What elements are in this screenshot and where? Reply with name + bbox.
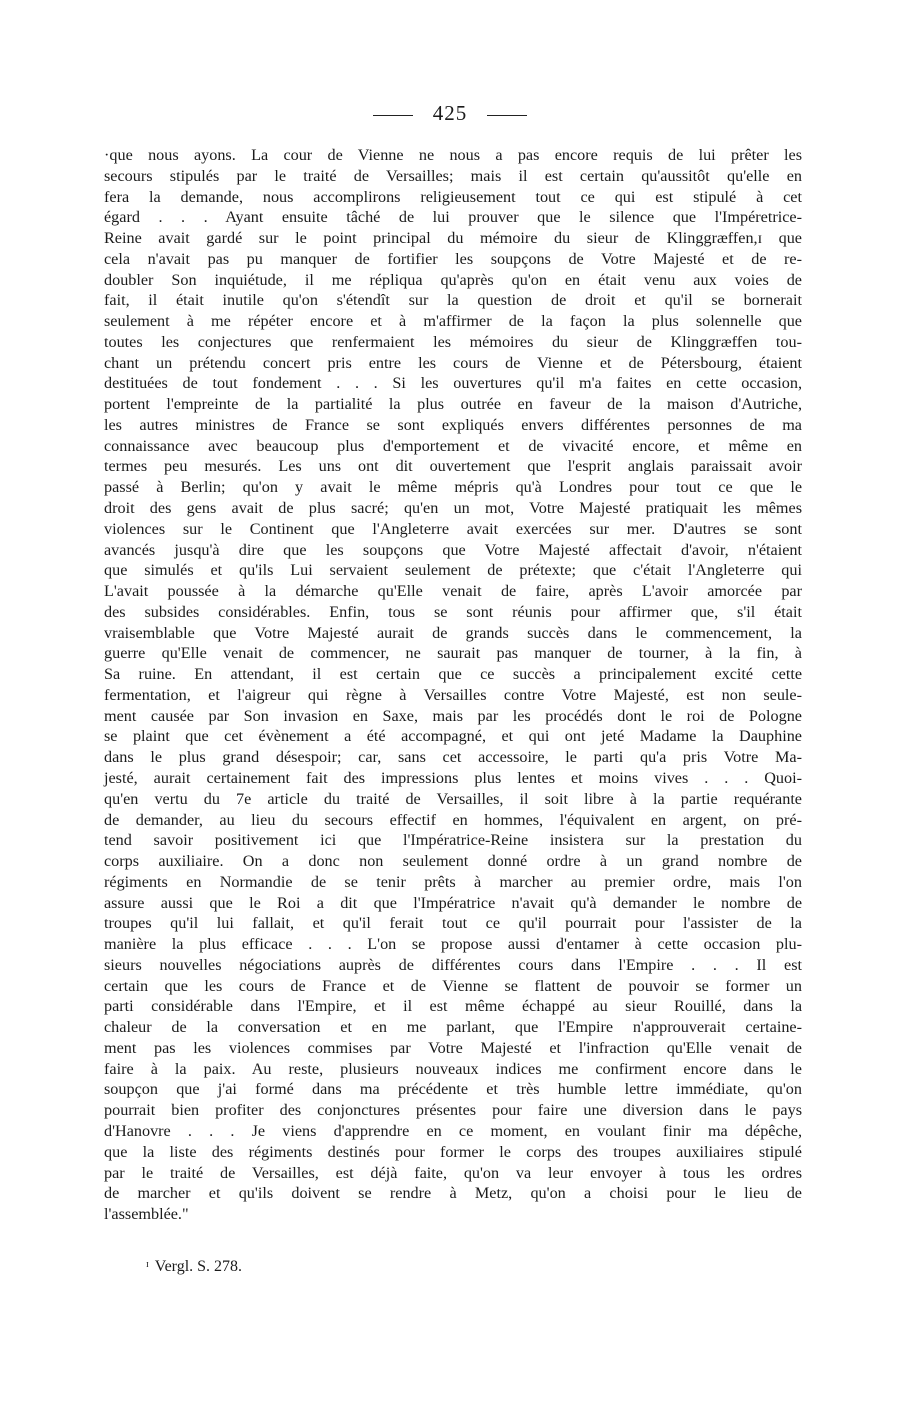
footnote-text: Vergl. S. 278. (154, 1258, 243, 1275)
text-line: ·que nous ayons. La cour de Vienne ne nous a pas encore requis de lui prêter les (104, 146, 802, 164)
text-line: droit des gens avait de plus sacré; qu'en un mot, Votre Majesté pratiquait les mêmes (104, 499, 802, 518)
text-line: doubler Son inquiétude, il me répliqua qu'après qu'on en était venu aux voies de (104, 270, 802, 289)
text-line: L'avait poussée à la démarche qu'Elle venait de faire, après L'avoir amorcée par (104, 582, 802, 601)
header-rule-left (373, 115, 413, 116)
footnote (146, 1254, 242, 1278)
text-line: guerre qu'Elle venait de commencer, ne saurait pas manquer de tourner, à la fin, à (104, 644, 802, 663)
text-line: que simulés et qu'ils Lui servaient seulement de prétexte; que c'était l'Angleterre qui (104, 561, 802, 580)
text-line: manière la plus efficace . . . L'on se propose aussi d'entamer à cette occasion plu- (104, 935, 802, 954)
text-line: vraisemblable que Votre Majesté aurait de grands succès dans le commencement, la (104, 623, 802, 642)
text-line: chant un prétendu concert pris entre les cours de Vienne et de Pétersbourg, étaient (104, 353, 802, 372)
text-line: connaissance avec beaucoup plus d'emportement et de vivacité encore, et même en (104, 436, 802, 455)
text-line: faire à la paix. Au reste, plusieurs nouveaux indices me confirment encore dans le (104, 1059, 802, 1078)
text-line: d'Hanovre . . . Je viens d'apprendre en ce moment, en voulant finir ma dépêche, (104, 1121, 802, 1140)
page-number: 425 (432, 101, 468, 125)
footnote-marker: ɪ (146, 1259, 149, 1270)
text-line: fermentation, et l'aigreur qui règne à Versailles contre Votre Majesté, est non seule- (104, 685, 802, 704)
text-line: tend savoir positivement ici que l'Impératrice-Reine insistera sur la prestation du (104, 831, 802, 850)
text-line: soupçon que j'ai formé dans ma précédente et très humble lettre immédiate, qu'on (104, 1080, 802, 1099)
text-line: l'assemblée." (104, 1205, 189, 1224)
text-line: sieurs nouvelles négociations auprès de différentes cours dans l'Empire . . . Il est (104, 955, 802, 974)
text-line: par le traité de Versailles, est déjà faite, qu'on va leur envoyer à tous les ordres (104, 1163, 802, 1182)
text-line: Reine avait gardé sur le point principal du mémoire du sieur de Klinggræffen,ɪ que (104, 229, 802, 248)
text-line: destituées de tout fondement . . . Si les ouvertures qu'il m'a faites en cette occasion, (104, 374, 802, 393)
text-line: corps auxiliaire. On a donc non seulement donné ordre à un grand nombre de (104, 852, 802, 871)
text-line: des subsides considérables. Enfin, tous se sont réunis pour affirmer que, s'il était (104, 602, 802, 621)
text-line: ment pas les violences commises par Votre Majesté et l'infraction qu'Elle venait de (104, 1038, 802, 1057)
text-line: égard . . . Ayant ensuite tâché de lui prouver que le silence que l'Impéretrice- (104, 208, 802, 227)
text-line: parti considérable dans l'Empire, et il est même échappé au sieur Rouillé, dans la (104, 997, 802, 1016)
text-line: certain que les cours de France et de Vienne se flattent de pouvoir se former un (104, 976, 802, 995)
body-text (104, 145, 802, 1225)
text-line: Sa ruine. En attendant, il est certain que ce succès a principalement excité cette (104, 665, 802, 684)
text-line: portent l'empreinte de la partialité la plus outrée en faveur de la maison d'Autriche, (104, 395, 802, 414)
text-line: troupes qu'il lui fallait, et qu'il ferait tout ce qu'il pourrait pour l'assister de la (104, 914, 802, 933)
text-line: les autres ministres de France se sont expliqués envers différentes personnes de ma (104, 415, 802, 434)
text-line: assure aussi que le Roi a dit que l'Impératrice n'avait qu'à demander le nombre de (104, 893, 802, 912)
text-line: ment causée par Son invasion en Saxe, mais par les procédés dont le roi de Pologne (104, 706, 802, 725)
text-line: pourrait bien profiter des conjonctures présentes pour faire une diversion dans le pays (104, 1101, 802, 1120)
text-line: de marcher et qu'ils doivent se rendre à Metz, qu'on a choisi pour le lieu de (104, 1184, 802, 1203)
header-rule-right (487, 115, 527, 116)
text-line: secours stipulés par le traité de Versailles; mais il est certain qu'aussitôt qu'elle en (104, 166, 802, 185)
text-line: termes peu mesurés. Les uns ont dit ouvertement que l'esprit anglais paraissait avoir (104, 457, 802, 476)
text-line: de demander, au lieu du secours effectif en hommes, l'équivalent en argent, on pré- (104, 810, 802, 829)
text-line: se plaint que cet évènement a été accompagné, et qui ont jeté Madame la Dauphine (104, 727, 802, 746)
text-line: toutes les conjectures que renfermaient les mémoires du sieur de Klinggræffen tou- (104, 332, 802, 351)
text-line: avancés jusqu'à dire que les soupçons que Votre Majesté affectait d'avoir, n'étaient (104, 540, 802, 559)
text-line: fait, il était inutile qu'on s'étendît sur la question de droit et qu'il se bornerait (104, 291, 802, 310)
text-line: seulement à me répéter encore et à m'affirmer de la façon la plus solennelle que (104, 312, 802, 331)
text-line: fera la demande, nous accomplirons religieusement tout ce qui est stipulé à cet (104, 187, 802, 206)
text-line: que la liste des régiments destinés pour former le corps des troupes auxiliaires stipulé (104, 1142, 802, 1161)
text-line: cela n'avait pas pu manquer de fortifier les soupçons de Votre Majesté et de re- (104, 249, 802, 268)
page-header (0, 98, 900, 128)
text-line: passé à Berlin; qu'on y avait le même mépris qu'à Londres pour tout ce que le (104, 478, 802, 497)
text-line: qu'en vertu du 7e article du traité de Versailles, il soit libre à la partie requérante (104, 789, 802, 808)
text-line: chaleur de la conversation et en me parlant, que l'Empire n'approuverait certaine- (104, 1018, 802, 1037)
text-line: régiments en Normandie de se tenir prêts à marcher au premier ordre, mais l'on (104, 872, 802, 891)
text-line: violences sur le Continent que l'Angleterre avait exercées sur mer. D'autres se sont (104, 519, 802, 538)
text-line: jesté, aurait certainement fait des impressions plus lentes et moins vives . . . Quoi- (104, 768, 802, 787)
text-line: dans le plus grand désespoir; car, sans cet accessoire, le parti qu'a pris Votre Ma- (104, 748, 802, 767)
